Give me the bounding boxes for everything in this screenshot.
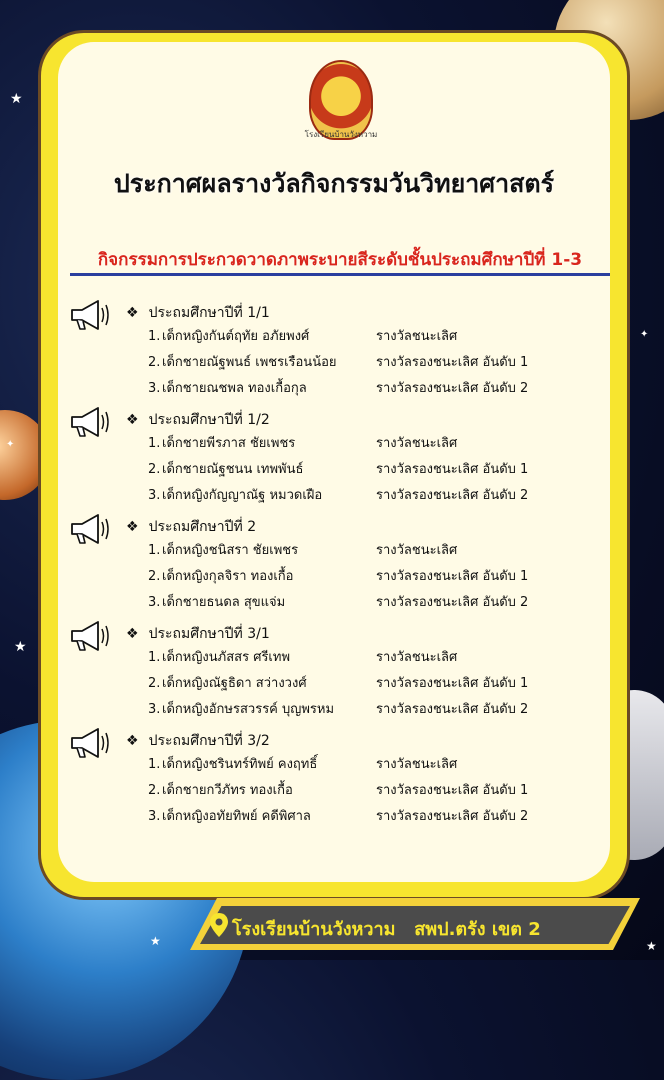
result-award: รางวัลรองชนะเลิศ อันดับ 1	[376, 355, 529, 370]
result-num: 1.	[148, 543, 161, 558]
grade-heading	[126, 730, 270, 752]
result-row	[148, 539, 457, 563]
result-name: เด็กชายณชพล ทองเกื้อกุล	[162, 381, 307, 396]
result-award: รางวัลรองชนะเลิศ อันดับ 2	[376, 809, 529, 824]
result-row	[148, 565, 528, 589]
result-row	[148, 805, 528, 829]
result-row	[148, 646, 457, 670]
result-award: รางวัลรองชนะเลิศ อันดับ 1	[376, 783, 529, 798]
result-row	[148, 458, 528, 482]
result-award: รางวัลรองชนะเลิศ อันดับ 1	[376, 462, 529, 477]
result-name: เด็กหญิงอทัยทิพย์ คดีพิศาล	[162, 809, 311, 824]
result-name: เด็กหญิงกัญญาณัฐ หมวดเฝือ	[162, 488, 323, 503]
star-icon: ★	[14, 639, 27, 655]
result-num: 2.	[148, 569, 161, 584]
result-name: เด็กชายธนดล สุขแจ่ม	[162, 595, 286, 610]
result-row	[148, 484, 528, 508]
grade-group	[68, 619, 608, 726]
result-num: 1.	[148, 757, 161, 772]
result-name: เด็กชายณัฐชนน เทพพันธ์	[162, 462, 304, 477]
result-num: 3.	[148, 488, 161, 503]
results-list	[68, 298, 608, 833]
grade-label: ประถมศึกษาปีที่ 1/2	[148, 412, 270, 428]
result-num: 3.	[148, 702, 161, 717]
result-row	[148, 672, 528, 696]
megaphone-icon	[68, 512, 114, 546]
star-icon: ✦	[640, 329, 649, 340]
diamond-bullet-icon: ❖	[126, 305, 139, 321]
result-award: รางวัลชนะเลิศ	[376, 329, 458, 344]
result-name: เด็กหญิงชรินทร์ทิพย์ คงฤทธิ์	[162, 757, 318, 772]
grade-label: ประถมศึกษาปีที่ 3/2	[148, 733, 270, 749]
result-award: รางวัลชนะเลิศ	[376, 757, 458, 772]
logo-caption: โรงเรียนบ้านวังหวาม	[304, 130, 378, 139]
result-name: เด็กชายกวีภัทร ทองเกื้อ	[162, 783, 293, 798]
result-award: รางวัลรองชนะเลิศ อันดับ 2	[376, 488, 529, 503]
grade-group	[68, 298, 608, 405]
result-name: เด็กหญิงกันต์ฤทัย อภัยพงศ์	[162, 329, 310, 344]
result-name: เด็กหญิงชนิสรา ชัยเพชร	[162, 543, 299, 558]
grade-group	[68, 726, 608, 833]
megaphone-icon	[68, 726, 114, 760]
page-title: ประกาศผลรางวัลกิจกรรมวันวิทยาศาสตร์	[113, 169, 555, 198]
result-award: รางวัลรองชนะเลิศ อันดับ 1	[376, 569, 529, 584]
result-name: เด็กชายพีรภาส ชัยเพชร	[162, 436, 296, 451]
grade-heading	[126, 623, 270, 645]
footer-district: สพป.ตรัง เขต 2	[414, 919, 541, 940]
result-num: 1.	[148, 650, 161, 665]
result-row	[148, 753, 457, 777]
result-num: 2.	[148, 355, 161, 370]
result-row	[148, 432, 457, 456]
grade-group	[68, 512, 608, 619]
footer-school: โรงเรียนบ้านวังหวาม	[232, 919, 396, 940]
star-icon: ✦	[6, 439, 15, 450]
subtitle-underline	[70, 273, 610, 276]
grade-heading	[126, 409, 270, 431]
result-award: รางวัลรองชนะเลิศ อันดับ 2	[376, 702, 529, 717]
result-num: 2.	[148, 462, 161, 477]
result-row	[148, 325, 457, 349]
result-num: 1.	[148, 436, 161, 451]
result-num: 3.	[148, 381, 161, 396]
result-award: รางวัลรองชนะเลิศ อันดับ 2	[376, 381, 529, 396]
result-name: เด็กชายณัฐพนธ์ เพชรเรือนน้อย	[162, 355, 337, 370]
result-row	[148, 377, 528, 401]
result-name: เด็กหญิงอักษรสวรรค์ บุญพรหม	[162, 702, 335, 717]
grade-heading	[126, 516, 256, 538]
megaphone-icon	[68, 298, 114, 332]
result-num: 2.	[148, 783, 161, 798]
diamond-bullet-icon: ❖	[126, 519, 139, 535]
megaphone-icon	[68, 405, 114, 439]
star-icon: ★	[10, 91, 23, 107]
diamond-bullet-icon: ❖	[126, 626, 139, 642]
result-num: 3.	[148, 809, 161, 824]
result-row	[148, 351, 528, 375]
megaphone-icon	[68, 619, 114, 653]
result-award: รางวัลรองชนะเลิศ อันดับ 2	[376, 595, 529, 610]
footer-school-info	[232, 914, 541, 943]
grade-label: ประถมศึกษาปีที่ 3/1	[148, 626, 270, 642]
result-row	[148, 698, 528, 722]
location-pin-icon	[208, 912, 230, 938]
grade-label: ประถมศึกษาปีที่ 2	[148, 519, 257, 535]
result-award: รางวัลชนะเลิศ	[376, 650, 458, 665]
result-name: เด็กหญิงนภัสสร ศรีเทพ	[162, 650, 291, 665]
result-row	[148, 779, 528, 803]
star-icon: ★	[646, 939, 657, 953]
grade-label: ประถมศึกษาปีที่ 1/1	[148, 305, 270, 321]
result-award: รางวัลชนะเลิศ	[376, 436, 458, 451]
result-num: 3.	[148, 595, 161, 610]
diamond-bullet-icon: ❖	[126, 412, 139, 428]
result-num: 1.	[148, 329, 161, 344]
result-row	[148, 591, 528, 615]
result-award: รางวัลชนะเลิศ	[376, 543, 458, 558]
grade-heading	[126, 302, 270, 324]
activity-subtitle: กิจกรรมการประกวดวาดภาพระบายสีระดับชั้นประถมศึกษาปีที่ 1-3	[97, 250, 583, 270]
diamond-bullet-icon: ❖	[126, 733, 139, 749]
result-num: 2.	[148, 676, 161, 691]
result-award: รางวัลรองชนะเลิศ อันดับ 1	[376, 676, 529, 691]
grade-group	[68, 405, 608, 512]
result-name: เด็กหญิงกุลจิรา ทองเกื้อ	[162, 569, 294, 584]
result-name: เด็กหญิงณัฐธิดา สว่างวงศ์	[162, 676, 307, 691]
star-icon: ★	[150, 934, 161, 948]
